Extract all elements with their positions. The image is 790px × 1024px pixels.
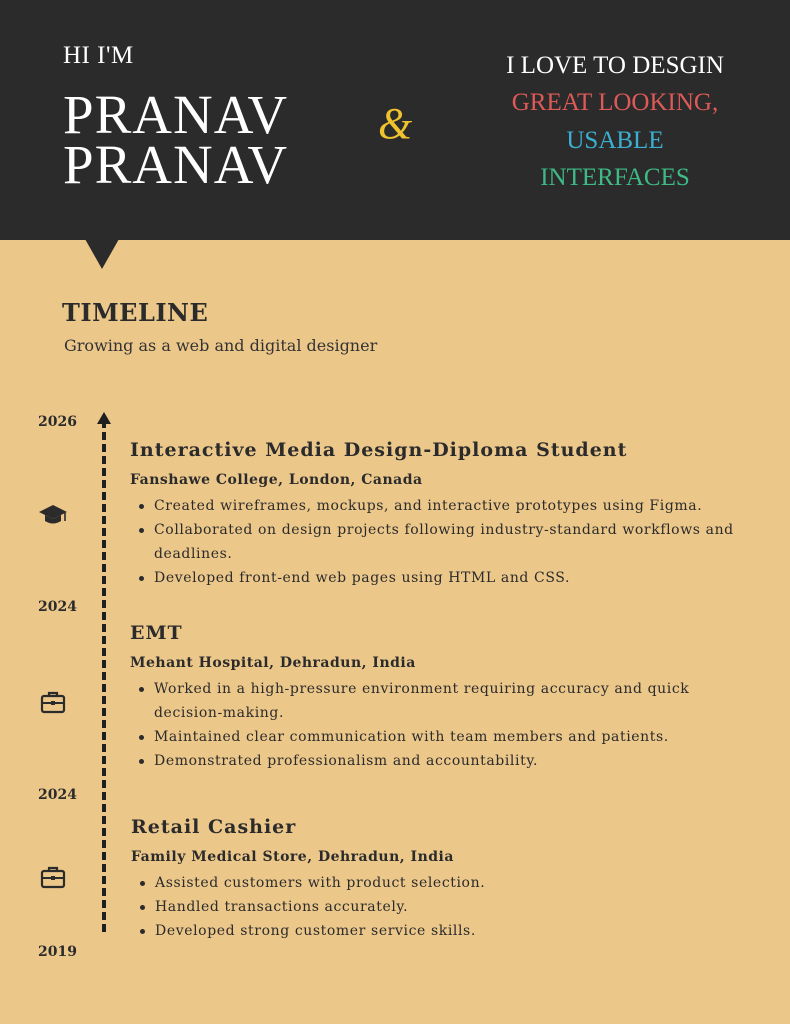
entry-bullets	[130, 494, 740, 590]
entry-title: Interactive Media Design-Diploma Student	[130, 439, 628, 461]
entry-title: Retail Cashier	[131, 816, 297, 838]
bullet-item: Handled transactions accurately.	[131, 895, 731, 919]
ampersand: &	[378, 99, 413, 148]
tagline-line-4: INTERFACES	[540, 164, 690, 191]
briefcase-icon	[38, 863, 68, 893]
header-banner	[0, 0, 790, 240]
entry-organization: Family Medical Store, Dehradun, India	[131, 849, 454, 865]
bullet-item: Collaborated on design projects following industry-standard workflows and deadlines.	[130, 518, 740, 566]
year-label: 2019	[38, 944, 77, 960]
bullet-item: Demonstrated professionalism and accountability.	[130, 749, 730, 773]
bullet-item: Developed strong customer service skills.	[131, 919, 731, 943]
bullet-item: Maintained clear communication with team members and patients.	[130, 725, 730, 749]
year-label: 2024	[38, 599, 77, 615]
last-name: PRANAV	[63, 134, 289, 195]
bullet-item: Created wireframes, mockups, and interactive prototypes using Figma.	[130, 494, 740, 518]
entry-bullets	[130, 677, 730, 773]
graduation-cap-icon	[38, 500, 68, 530]
entry-bullets	[131, 871, 731, 943]
tagline-line-1: I LOVE TO DESGIN	[506, 52, 724, 79]
first-name: PRANAV	[63, 84, 289, 145]
year-label: 2026	[38, 414, 77, 430]
entry-title: EMT	[130, 622, 183, 644]
greeting: HI I'M	[63, 42, 134, 69]
bullet-item: Assisted customers with product selection.	[131, 871, 731, 895]
tagline-line-2: GREAT LOOKING,	[511, 89, 719, 116]
timeline-title: TIMELINE	[62, 298, 209, 327]
briefcase-icon	[38, 688, 68, 718]
entry-organization: Fanshawe College, London, Canada	[130, 472, 423, 488]
bullet-item: Worked in a high-pressure environment requiring accuracy and quick decision-making.	[130, 677, 730, 725]
header-pointer	[85, 239, 119, 269]
tagline-line-3: USABLE	[566, 127, 664, 154]
timeline-axis	[102, 420, 106, 932]
timeline-subtitle: Growing as a web and digital designer	[64, 336, 378, 355]
bullet-item: Developed front-end web pages using HTML and CSS.	[130, 566, 740, 590]
entry-organization: Mehant Hospital, Dehradun, India	[130, 655, 416, 671]
year-label: 2024	[38, 787, 77, 803]
